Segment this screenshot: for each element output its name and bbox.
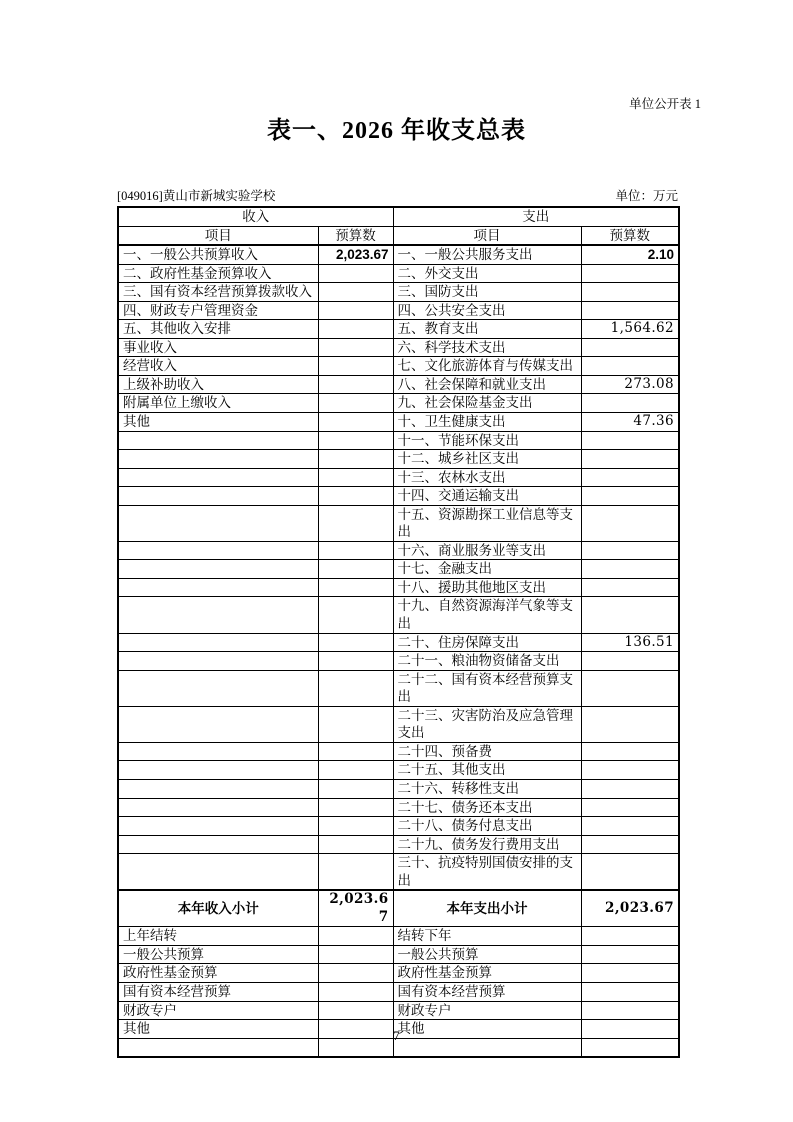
income-budget-cell xyxy=(318,706,393,742)
expense-item-cell: 十八、援助其他地区支出 xyxy=(393,578,581,597)
income-budget-cell xyxy=(318,1001,393,1020)
income-budget-cell xyxy=(318,320,393,339)
table-row xyxy=(118,578,679,597)
subtotal-row xyxy=(118,890,679,927)
expense-item-cell: 其他 xyxy=(393,1020,581,1039)
expense-item-cell: 十七、金融支出 xyxy=(393,560,581,579)
expense-budget-cell xyxy=(581,854,679,891)
expense-item-cell: 一、一般公共服务支出 xyxy=(393,245,581,264)
income-budget-cell xyxy=(318,505,393,541)
income-item-cell xyxy=(118,779,318,798)
expense-budget-cell xyxy=(581,541,679,560)
expense-item-cell: 十三、农林水支出 xyxy=(393,468,581,487)
income-item-cell xyxy=(118,742,318,761)
expense-item-cell: 十九、自然资源海洋气象等支出 xyxy=(393,597,581,633)
income-budget-cell xyxy=(318,652,393,671)
income-item-cell xyxy=(118,706,318,742)
table-row xyxy=(118,338,679,357)
income-item-cell: 政府性基金预算 xyxy=(118,964,318,983)
income-item-cell xyxy=(118,505,318,541)
expense-item-cell: 十六、商业服务业等支出 xyxy=(393,541,581,560)
expense-item-cell: 政府性基金预算 xyxy=(393,964,581,983)
income-budget-cell xyxy=(318,264,393,283)
income-item-cell: 上年结转 xyxy=(118,927,318,946)
income-budget-cell xyxy=(318,450,393,469)
table-row xyxy=(118,982,679,1001)
expense-budget-cell: 273.08 xyxy=(581,375,679,394)
expense-item-cell: 二十、住房保障支出 xyxy=(393,633,581,652)
table-row xyxy=(118,301,679,320)
expense-budget-column-header: 预算数 xyxy=(581,226,679,245)
income-item-cell xyxy=(118,761,318,780)
income-item-cell xyxy=(118,798,318,817)
expense-item-cell: 二十七、债务还本支出 xyxy=(393,798,581,817)
income-item-cell: 五、其他收入安排 xyxy=(118,320,318,339)
income-item-cell xyxy=(118,597,318,633)
table-row xyxy=(118,357,679,376)
expense-budget-cell: 136.51 xyxy=(581,633,679,652)
expense-budget-cell xyxy=(581,505,679,541)
table-row xyxy=(118,798,679,817)
expense-budget-cell xyxy=(581,394,679,413)
table-row xyxy=(118,927,679,946)
expense-item-cell: 本年支出小计 xyxy=(393,890,581,927)
table-row xyxy=(118,854,679,891)
expense-budget-cell xyxy=(581,1001,679,1020)
expense-budget-cell xyxy=(581,431,679,450)
income-item-cell xyxy=(118,468,318,487)
budget-sheet xyxy=(117,186,678,1058)
section-header-row xyxy=(118,207,679,226)
expense-item-cell: 十五、资源勘探工业信息等支出 xyxy=(393,505,581,541)
income-budget-cell xyxy=(318,301,393,320)
income-budget-cell xyxy=(318,487,393,506)
income-item-cell: 其他 xyxy=(118,1020,318,1039)
income-budget-cell: 2,023.67 xyxy=(318,890,393,927)
expense-budget-cell: 47.36 xyxy=(581,413,679,432)
expense-item-cell: 二十八、债务付息支出 xyxy=(393,817,581,836)
expense-budget-cell xyxy=(581,487,679,506)
expense-item-cell: 十二、城乡社区支出 xyxy=(393,450,581,469)
expense-section-header: 支出 xyxy=(393,207,679,226)
expense-budget-cell xyxy=(581,264,679,283)
table-row xyxy=(118,779,679,798)
income-item-cell xyxy=(118,835,318,854)
income-item-cell: 四、财政专户管理资金 xyxy=(118,301,318,320)
expense-budget-cell xyxy=(581,779,679,798)
table-row xyxy=(118,597,679,633)
expense-item-cell: 三十、抗疫特别国债安排的支出 xyxy=(393,854,581,891)
income-item-cell: 附属单位上缴收入 xyxy=(118,394,318,413)
income-budget-cell xyxy=(318,982,393,1001)
income-budget-cell xyxy=(318,357,393,376)
income-item-column-header: 项目 xyxy=(118,226,318,245)
expense-budget-cell xyxy=(581,706,679,742)
income-section-header: 收入 xyxy=(118,207,393,226)
income-item-cell xyxy=(118,854,318,891)
table-row xyxy=(118,450,679,469)
income-item-cell xyxy=(118,670,318,706)
expense-item-cell: 六、科学技术支出 xyxy=(393,338,581,357)
expense-budget-cell xyxy=(581,450,679,469)
table-row xyxy=(118,283,679,302)
meta-line xyxy=(117,186,678,204)
table-row xyxy=(118,431,679,450)
expense-item-cell: 二十二、国有资本经营预算支出 xyxy=(393,670,581,706)
income-item-cell xyxy=(118,541,318,560)
table-row xyxy=(118,706,679,742)
income-budget-cell xyxy=(318,742,393,761)
income-item-cell xyxy=(118,431,318,450)
income-item-cell: 三、国有资本经营预算拨款收入 xyxy=(118,283,318,302)
income-budget-cell xyxy=(318,779,393,798)
table-row xyxy=(118,761,679,780)
income-budget-cell xyxy=(318,964,393,983)
table-row xyxy=(118,560,679,579)
income-item-cell: 本年收入小计 xyxy=(118,890,318,927)
expense-item-cell: 二十一、粮油物资储备支出 xyxy=(393,652,581,671)
expense-item-cell: 十四、交通运输支出 xyxy=(393,487,581,506)
expense-item-cell: 一般公共预算 xyxy=(393,945,581,964)
income-budget-cell xyxy=(318,927,393,946)
expense-item-cell: 二十六、转移性支出 xyxy=(393,779,581,798)
income-item-cell: 事业收入 xyxy=(118,338,318,357)
expense-item-cell: 五、教育支出 xyxy=(393,320,581,339)
table-row xyxy=(118,945,679,964)
expense-budget-cell xyxy=(581,742,679,761)
table-row xyxy=(118,264,679,283)
income-budget-cell xyxy=(318,817,393,836)
expense-budget-cell xyxy=(581,817,679,836)
table-row xyxy=(118,505,679,541)
expense-budget-cell xyxy=(581,652,679,671)
budget-table xyxy=(117,206,680,1058)
income-budget-cell xyxy=(318,375,393,394)
page-title: 表一、2026 年收支总表 xyxy=(267,118,526,144)
expense-budget-cell xyxy=(581,597,679,633)
expense-item-cell: 十一、节能环保支出 xyxy=(393,431,581,450)
income-budget-cell xyxy=(318,578,393,597)
income-item-cell xyxy=(118,487,318,506)
income-budget-column-header: 预算数 xyxy=(318,226,393,245)
unit-label: 单位：万元 xyxy=(615,189,678,203)
income-budget-cell xyxy=(318,670,393,706)
expense-item-cell: 四、公共安全支出 xyxy=(393,301,581,320)
expense-budget-cell xyxy=(581,982,679,1001)
expense-budget-cell xyxy=(581,835,679,854)
expense-budget-cell xyxy=(581,338,679,357)
expense-item-cell: 结转下年 xyxy=(393,927,581,946)
expense-item-cell: 二十三、灾害防治及应急管理支出 xyxy=(393,706,581,742)
table-row xyxy=(118,541,679,560)
income-item-cell: 其他 xyxy=(118,413,318,432)
income-budget-cell xyxy=(318,854,393,891)
expense-budget-cell xyxy=(581,927,679,946)
expense-budget-cell xyxy=(581,798,679,817)
income-item-cell xyxy=(118,652,318,671)
expense-budget-cell xyxy=(581,301,679,320)
income-budget-cell xyxy=(318,633,393,652)
expense-item-cell: 七、文化旅游体育与传媒支出 xyxy=(393,357,581,376)
table-row xyxy=(118,375,679,394)
expense-budget-cell: 2,023.67 xyxy=(581,890,679,927)
expense-item-cell: 二十四、预备费 xyxy=(393,742,581,761)
income-item-cell xyxy=(118,633,318,652)
expense-item-cell: 二十九、债务发行费用支出 xyxy=(393,835,581,854)
expense-budget-cell: 1,564.62 xyxy=(581,320,679,339)
expense-item-cell: 十、卫生健康支出 xyxy=(393,413,581,432)
expense-budget-cell xyxy=(581,964,679,983)
column-header-row xyxy=(118,226,679,245)
expense-budget-cell xyxy=(581,945,679,964)
table-row xyxy=(118,245,679,264)
expense-item-column-header: 项目 xyxy=(393,226,581,245)
table-row xyxy=(118,320,679,339)
income-budget-cell xyxy=(318,560,393,579)
income-item-cell xyxy=(118,450,318,469)
table-row xyxy=(118,487,679,506)
expense-budget-cell xyxy=(581,670,679,706)
income-budget-cell xyxy=(318,283,393,302)
income-item-cell: 二、政府性基金预算收入 xyxy=(118,264,318,283)
income-budget-cell xyxy=(318,835,393,854)
income-item-cell: 财政专户 xyxy=(118,1001,318,1020)
income-budget-cell xyxy=(318,945,393,964)
income-budget-cell xyxy=(318,394,393,413)
org-name: [049016]黄山市新城实验学校 xyxy=(117,189,276,203)
expense-item-cell: 国有资本经营预算 xyxy=(393,982,581,1001)
table-row xyxy=(118,742,679,761)
expense-item-cell: 八、社会保障和就业支出 xyxy=(393,375,581,394)
table-row xyxy=(118,652,679,671)
income-budget-cell xyxy=(318,413,393,432)
income-item-cell xyxy=(118,578,318,597)
income-budget-cell xyxy=(318,798,393,817)
income-item-cell: 上级补助收入 xyxy=(118,375,318,394)
income-budget-cell xyxy=(318,597,393,633)
expense-budget-cell xyxy=(581,578,679,597)
income-budget-cell xyxy=(318,468,393,487)
income-item-cell: 经营收入 xyxy=(118,357,318,376)
page-number: 7 xyxy=(393,1028,400,1043)
sheet-corner-label: 单位公开表 1 xyxy=(629,97,701,111)
table-row xyxy=(118,394,679,413)
expense-budget-cell xyxy=(581,560,679,579)
income-budget-cell xyxy=(318,541,393,560)
table-row xyxy=(118,413,679,432)
income-item-cell: 国有资本经营预算 xyxy=(118,982,318,1001)
income-budget-cell xyxy=(318,431,393,450)
income-item-cell xyxy=(118,560,318,579)
income-item-cell: 一般公共预算 xyxy=(118,945,318,964)
expense-item-cell: 三、国防支出 xyxy=(393,283,581,302)
income-budget-cell xyxy=(318,761,393,780)
expense-item-cell: 二、外交支出 xyxy=(393,264,581,283)
expense-item-cell: 财政专户 xyxy=(393,1001,581,1020)
expense-budget-cell xyxy=(581,468,679,487)
table-row xyxy=(118,817,679,836)
expense-budget-cell xyxy=(581,357,679,376)
income-item-cell xyxy=(118,817,318,836)
table-row xyxy=(118,468,679,487)
income-budget-cell xyxy=(318,338,393,357)
table-row xyxy=(118,1001,679,1020)
income-budget-cell: 2,023.67 xyxy=(318,245,393,264)
table-row xyxy=(118,633,679,652)
expense-budget-cell xyxy=(581,761,679,780)
expense-budget-cell xyxy=(581,283,679,302)
table-row xyxy=(118,670,679,706)
table-row xyxy=(118,835,679,854)
expense-item-cell: 二十五、其他支出 xyxy=(393,761,581,780)
income-item-cell: 一、一般公共预算收入 xyxy=(118,245,318,264)
expense-budget-cell: 2.10 xyxy=(581,245,679,264)
table-row xyxy=(118,964,679,983)
expense-item-cell: 九、社会保险基金支出 xyxy=(393,394,581,413)
